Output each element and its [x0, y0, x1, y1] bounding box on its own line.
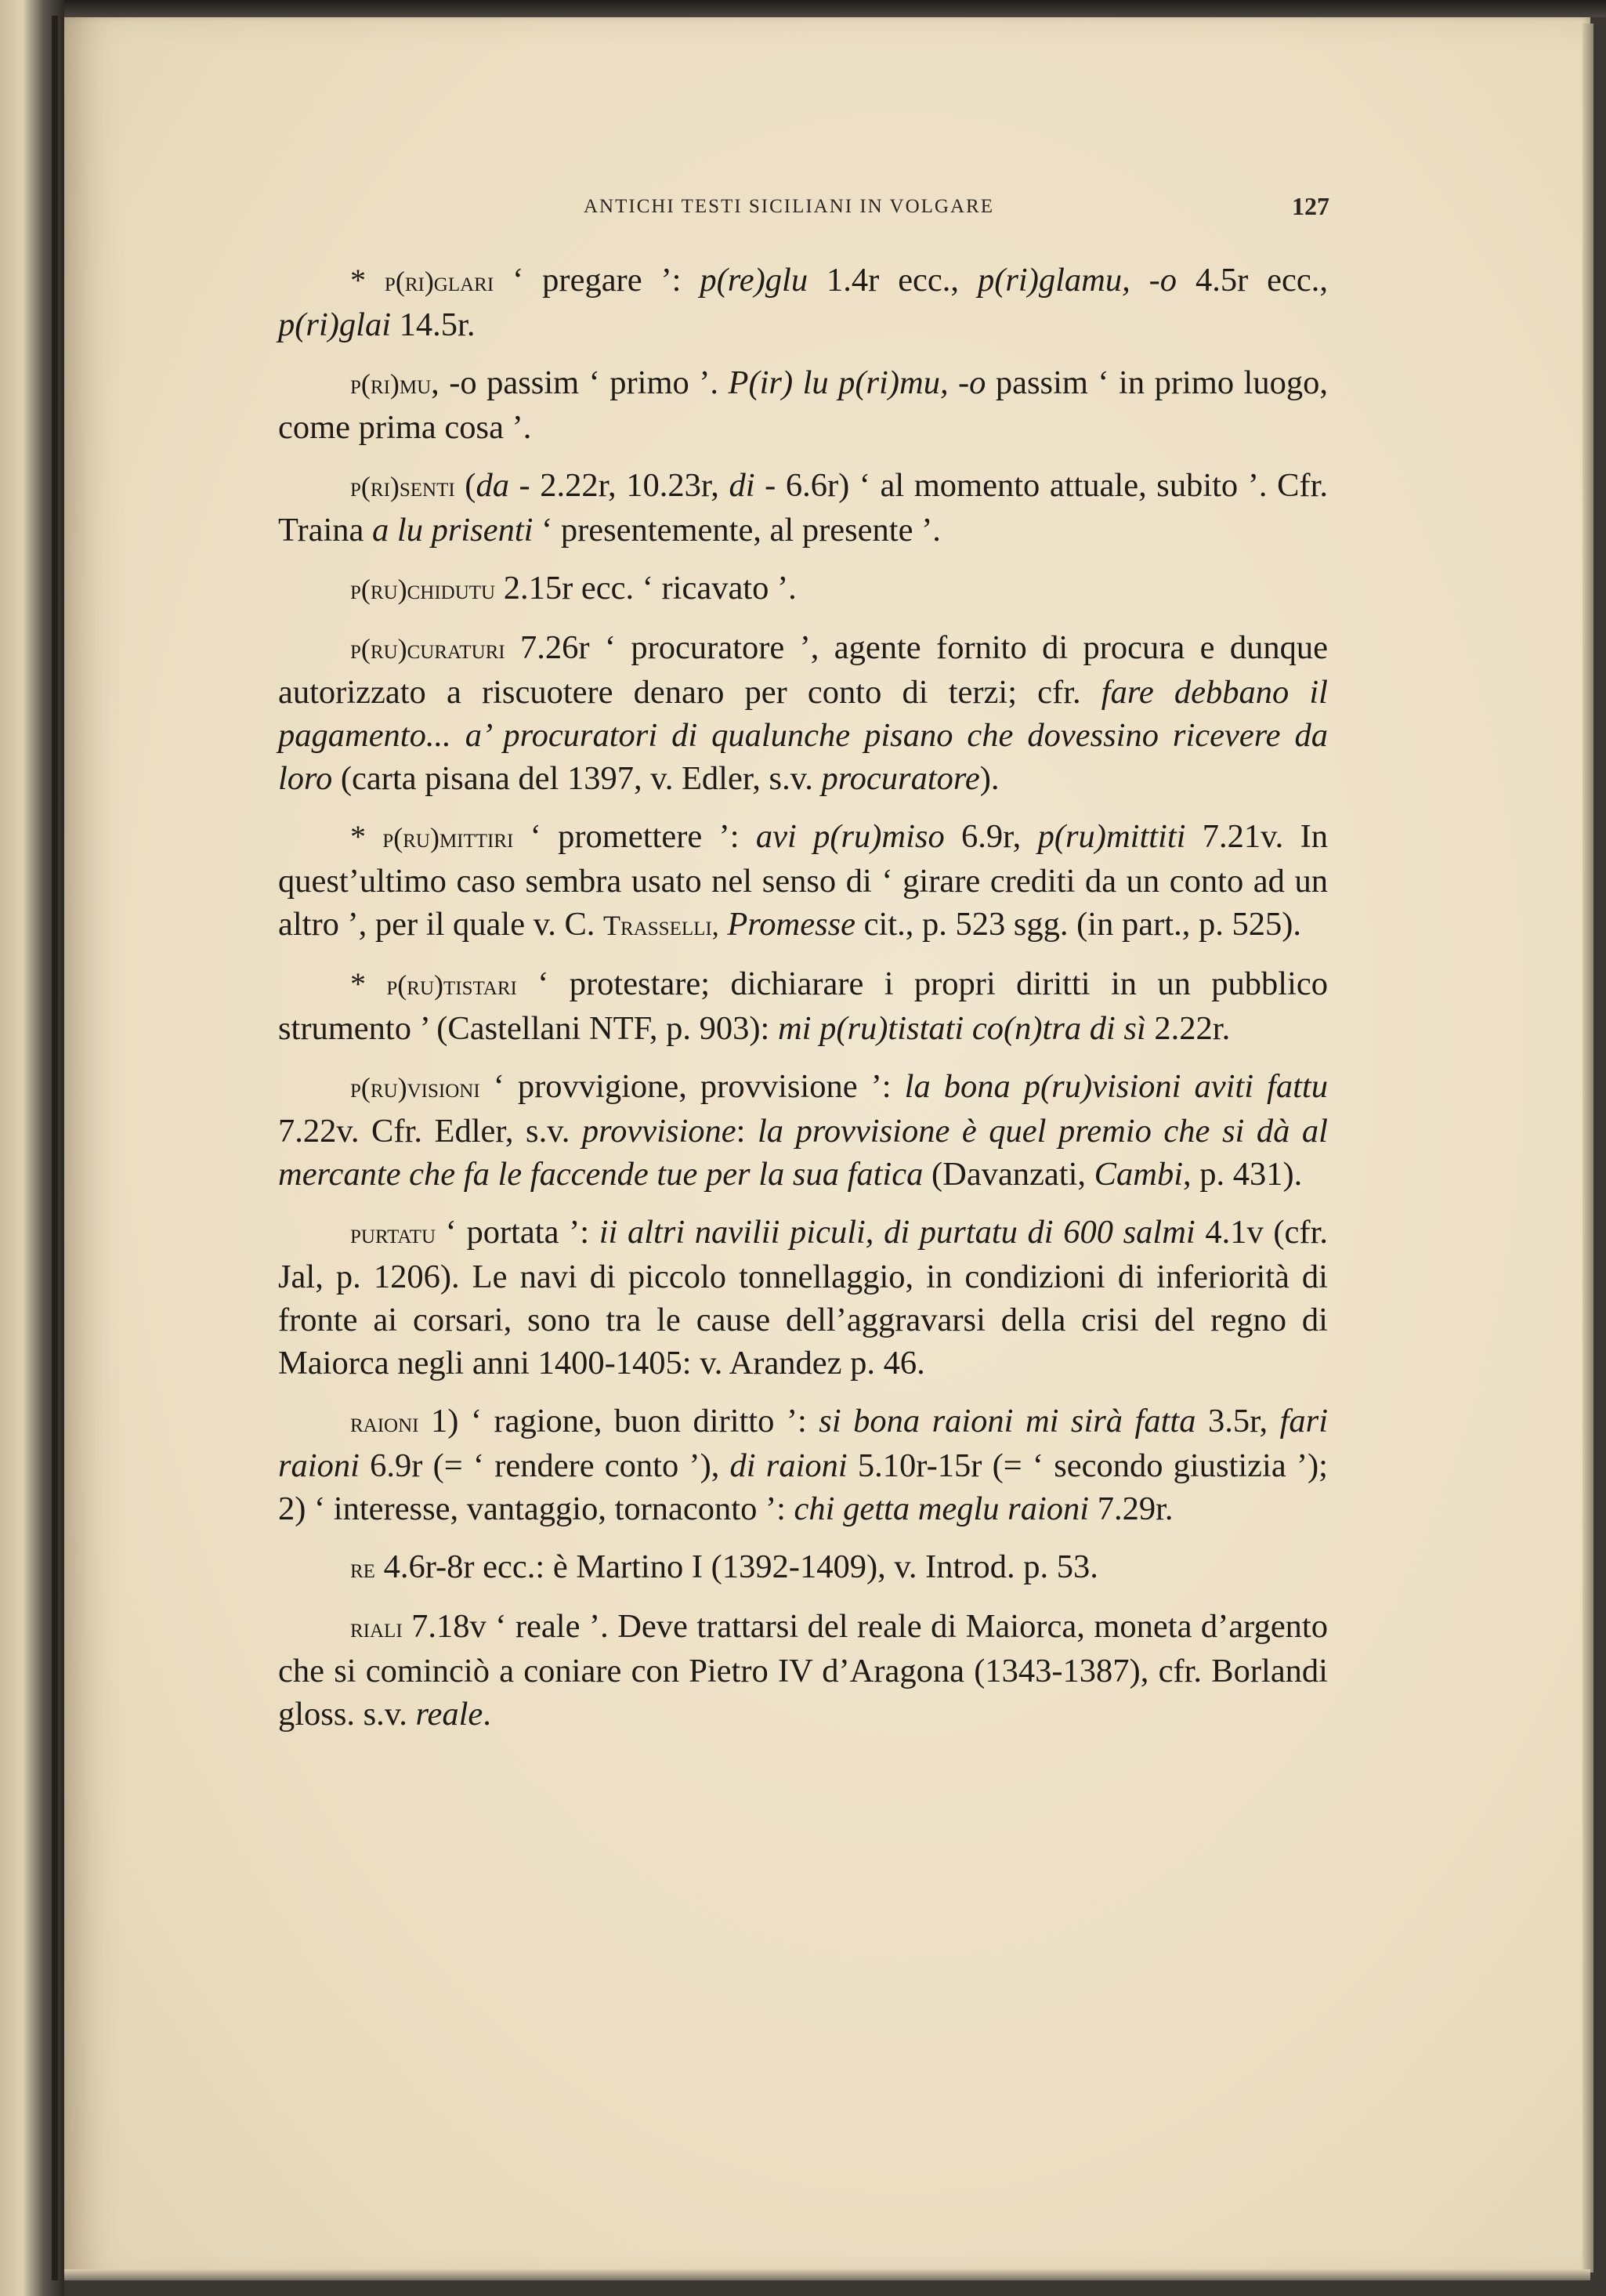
glossary-entry-purtatu: purtatu ‘ portata ’: ii altri navilii piculi, di purtatu di 600 salmi 4.1v (cfr. Jal, p. 1206). Le navi di piccolo tonnellaggio, in condizioni di inferiorità di fronte ai corsari, sono tra le cause dell’aggravarsi della crisi del regno di Maiorca negli anni 1400-1405: v. Arandez p. 46. — [278, 1214, 1329, 1382]
entry-headword: purtatu — [350, 1218, 436, 1249]
entry-headword: p(ru)visioni — [350, 1072, 480, 1103]
running-header: ANTICHI TESTI SICILIANI IN VOLGARE — [584, 196, 994, 217]
entry-headword: p(ru)chidutu — [350, 574, 496, 605]
glossary-entry-prutistari: * p(ru)tistari ‘ protestare; dichiarare i propri diritti in un pubblico strumento ’ (Castellani NTF, p. 903): mi p(ru)tistati co(n)tra di sì 2.22r. — [278, 965, 1329, 1047]
glossary-entry-procuraturi: p(ru)curaturi 7.26r ‘ procuratore ’, agente fornito di procura e dunque autorizzato a riscuotere denaro per conto di terzi; cfr. fare debbano il pagamento... a’ procuratori di qualunche pisano che dovessino ricevere da loro (carta pisana del 1397, v. Edler, s.v. procuratore). — [278, 629, 1328, 797]
entry-headword: re — [350, 1552, 375, 1584]
page-number: 127 — [1292, 192, 1329, 220]
glossary-entry-prigari: * p(ri)glari ‘ pregare ’: p(re)glu 1.4r ecc., p(ri)glamu, -o 4.5r ecc., p(ri)glai 14.5r. — [278, 262, 1329, 343]
entry-headword: p(ru)mittiri — [382, 822, 514, 853]
entry-headword: riali — [350, 1612, 403, 1643]
glossary-entry-prisenti: p(ri)senti (da - 2.22r, 10.23r, di - 6.6r) ‘ al momento attuale, subito ’. Cfr. Traina a lu prisenti ‘ presentemente, al presente ’. — [278, 467, 1329, 549]
entry-headword: p(ri)mu — [350, 368, 432, 400]
glossary-entry-prumittiri: * p(ru)mittiri ‘ promettere ’: avi p(ru)miso 6.9r, p(ru)mittiti 7.21v. In quest’ultimo caso sembra usato nel senso di ‘ girare crediti da un conto ad un altro ’, per il quale v. C. Trasselli, Promesse cit., p. 523 sgg. (in part., p. 525). — [278, 818, 1329, 943]
glossary-text — [278, 259, 1328, 1751]
glossary-entry-pruvisioni: p(ru)visioni ‘ provvigione, provvisione ’: la bona p(ru)visioni aviti fattu 7.22v. Cfr. Edler, s.v. provvisione: la provvisione è quel premio che si dà al mercante che fa le faccende tue per la sua fatica (Davanzati, Cambi, p. 431). — [278, 1068, 1328, 1193]
entry-headword: p(ri)glari — [384, 266, 494, 297]
entry-headword: p(ri)senti — [350, 471, 455, 502]
scan-edge-top — [0, 0, 1606, 17]
glossary-entry-riali: riali 7.18v ‘ reale ’. Deve trattarsi del reale di Maiorca, moneta d’argento che si cominciò a coniare con Pietro IV d’Aragona (1343-1387), cfr. Borlandi gloss. s.v. reale. — [278, 1608, 1328, 1733]
glossary-entry-primu: p(ri)mu, -o passim ‘ primo ’. P(ir) lu p(ri)mu, -o passim ‘ in primo luogo, come prima cosa ’. — [278, 364, 1328, 446]
glossary-entry-raioni: raioni 1) ‘ ragione, buon diritto ’: si bona raioni mi sirà fatta 3.5r, fari raioni 6.9r (= ‘ rendere conto ’), di raioni 5.10r-15r (= ‘ secondo giustizia ’); 2) ‘ interesse, vantaggio, tornaconto ’: chi getta meglu raioni 7.29r. — [278, 1403, 1329, 1527]
glossary-entry-pruchidutu: p(ru)chidutu 2.15r ecc. ‘ ricavato ’. — [350, 570, 797, 607]
entry-headword: raioni — [350, 1407, 419, 1438]
entry-headword: p(ru)curaturi — [350, 633, 505, 665]
glossary-entry-re: re 4.6r-8r ecc.: è Martino I (1392-1409), v. Introd. p. 53. — [350, 1548, 1098, 1585]
entry-headword: p(ru)tistari — [386, 969, 517, 1001]
page-right-edge — [1582, 24, 1593, 2272]
binding-shadow — [52, 16, 58, 2280]
page-bottom-edge — [64, 2269, 1590, 2280]
